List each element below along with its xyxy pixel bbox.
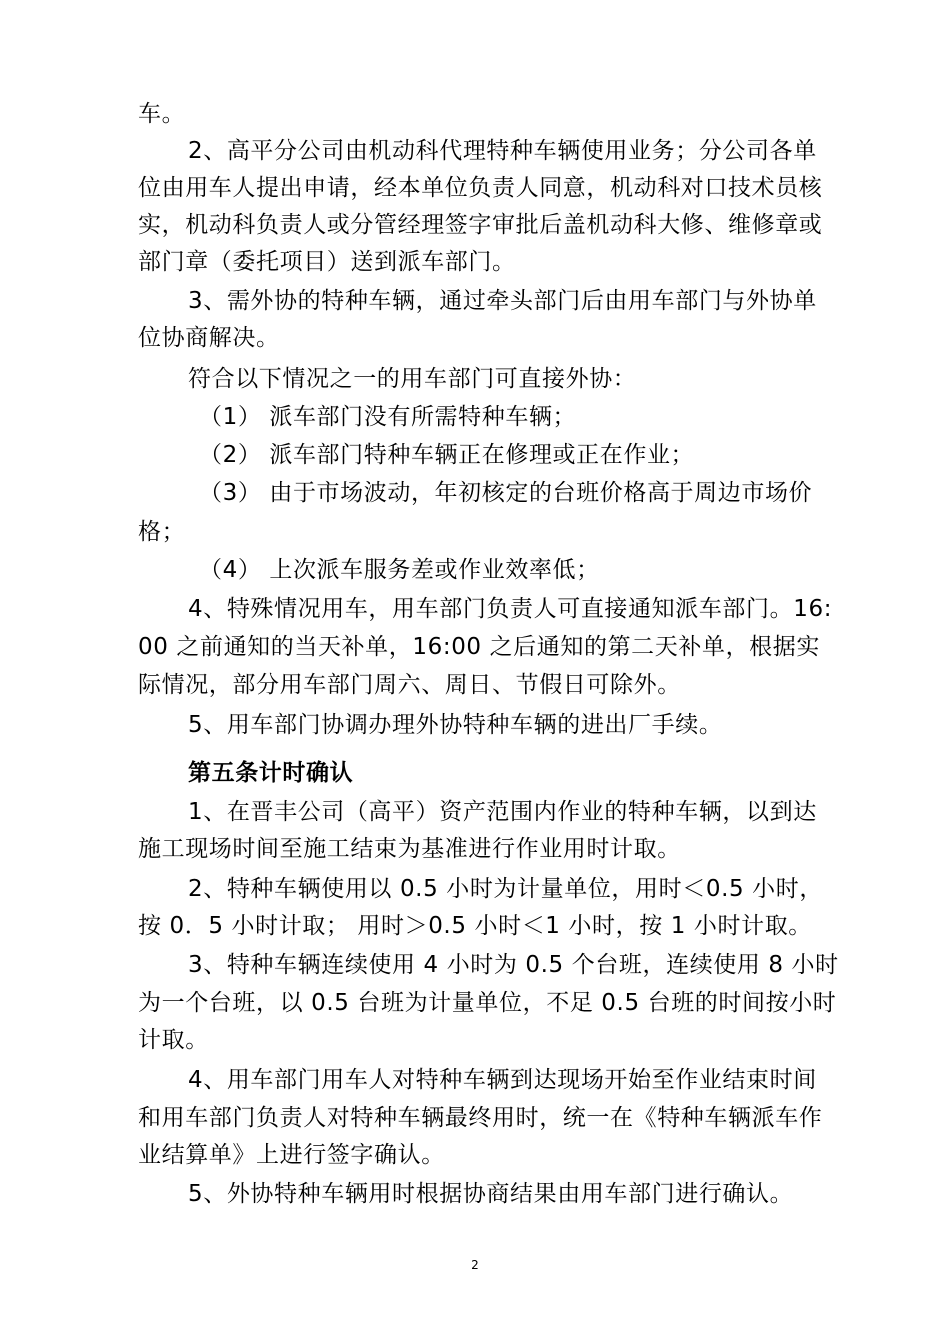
paragraph-2-line: 2、高平分公司由机动科代理特种车辆使用业务；分公司各单 xyxy=(188,138,817,164)
condition-item-3: （3） 由于市场波动，年初核定的台班价格高于周边市场价 xyxy=(199,480,813,506)
condition-item-1: （1） 派车部门没有所需特种车辆； xyxy=(199,404,577,430)
text-line: 业结算单》上进行签字确认。 xyxy=(138,1142,445,1168)
text-line: 00 之前通知的当天补单，16:00 之后通知的第二天补单，根据实 xyxy=(138,634,820,660)
timing-clause-4-line: 4、用车部门用车人对特种车辆到达现场开始至作业结束时间 xyxy=(188,1067,817,1093)
text-line: 计取。 xyxy=(138,1027,209,1053)
timing-clause-2-line: 2、特种车辆使用以 0.5 小时为计量单位，用时＜0.5 小时， xyxy=(188,876,823,902)
page-number: 2 xyxy=(471,1258,479,1272)
text-line: 格； xyxy=(138,519,186,545)
section-heading: 第五条计时确认 xyxy=(188,760,354,786)
text-line: 实，机动科负责人或分管经理签字审批后盖机动科大修、维修章或 xyxy=(138,212,823,238)
paragraph-3-line: 3、需外协的特种车辆，通过牵头部门后由用车部门与外协单 xyxy=(188,288,817,314)
condition-item-4: （4） 上次派车服务差或作业效率低； xyxy=(199,557,600,583)
text-line: 部门章（委托项目）送到派车部门。 xyxy=(138,249,516,275)
conditions-intro: 符合以下情况之一的用车部门可直接外协： xyxy=(188,366,637,392)
text-line: 施工现场时间至施工结束为基准进行作业用时计取。 xyxy=(138,836,681,862)
condition-item-2: （2） 派车部门特种车辆正在修理或正在作业； xyxy=(199,442,695,468)
timing-clause-1-line: 1、在晋丰公司（高平）资产范围内作业的特种车辆，以到达 xyxy=(188,799,817,825)
text-line: 际情况，部分用车部门周六、周日、节假日可除外。 xyxy=(138,672,681,698)
timing-clause-5-line: 5、外协特种车辆用时根据协商结果由用车部门进行确认。 xyxy=(188,1181,794,1207)
text-line: 车。 xyxy=(138,101,186,127)
text-line: 按 0．5 小时计取； 用时＞0.5 小时＜1 小时，按 1 小时计取。 xyxy=(138,913,812,939)
text-line: 位协商解决。 xyxy=(138,325,280,351)
paragraph-4-line: 4、特殊情况用车，用车部门负责人可直接通知派车部门。16: xyxy=(188,596,833,622)
text-line: 位由用车人提出申请，经本单位负责人同意，机动科对口技术员核 xyxy=(138,175,823,201)
text-line: 为一个台班，以 0.5 台班为计量单位，不足 0.5 台班的时间按小时 xyxy=(138,990,837,1016)
paragraph-5-line: 5、用车部门协调办理外协特种车辆的进出厂手续。 xyxy=(188,712,723,738)
timing-clause-3-line: 3、特种车辆连续使用 4 小时为 0.5 个台班，连续使用 8 小时 xyxy=(188,952,839,978)
text-line: 和用车部门负责人对特种车辆最终用时，统一在《特种车辆派车作 xyxy=(138,1105,823,1131)
